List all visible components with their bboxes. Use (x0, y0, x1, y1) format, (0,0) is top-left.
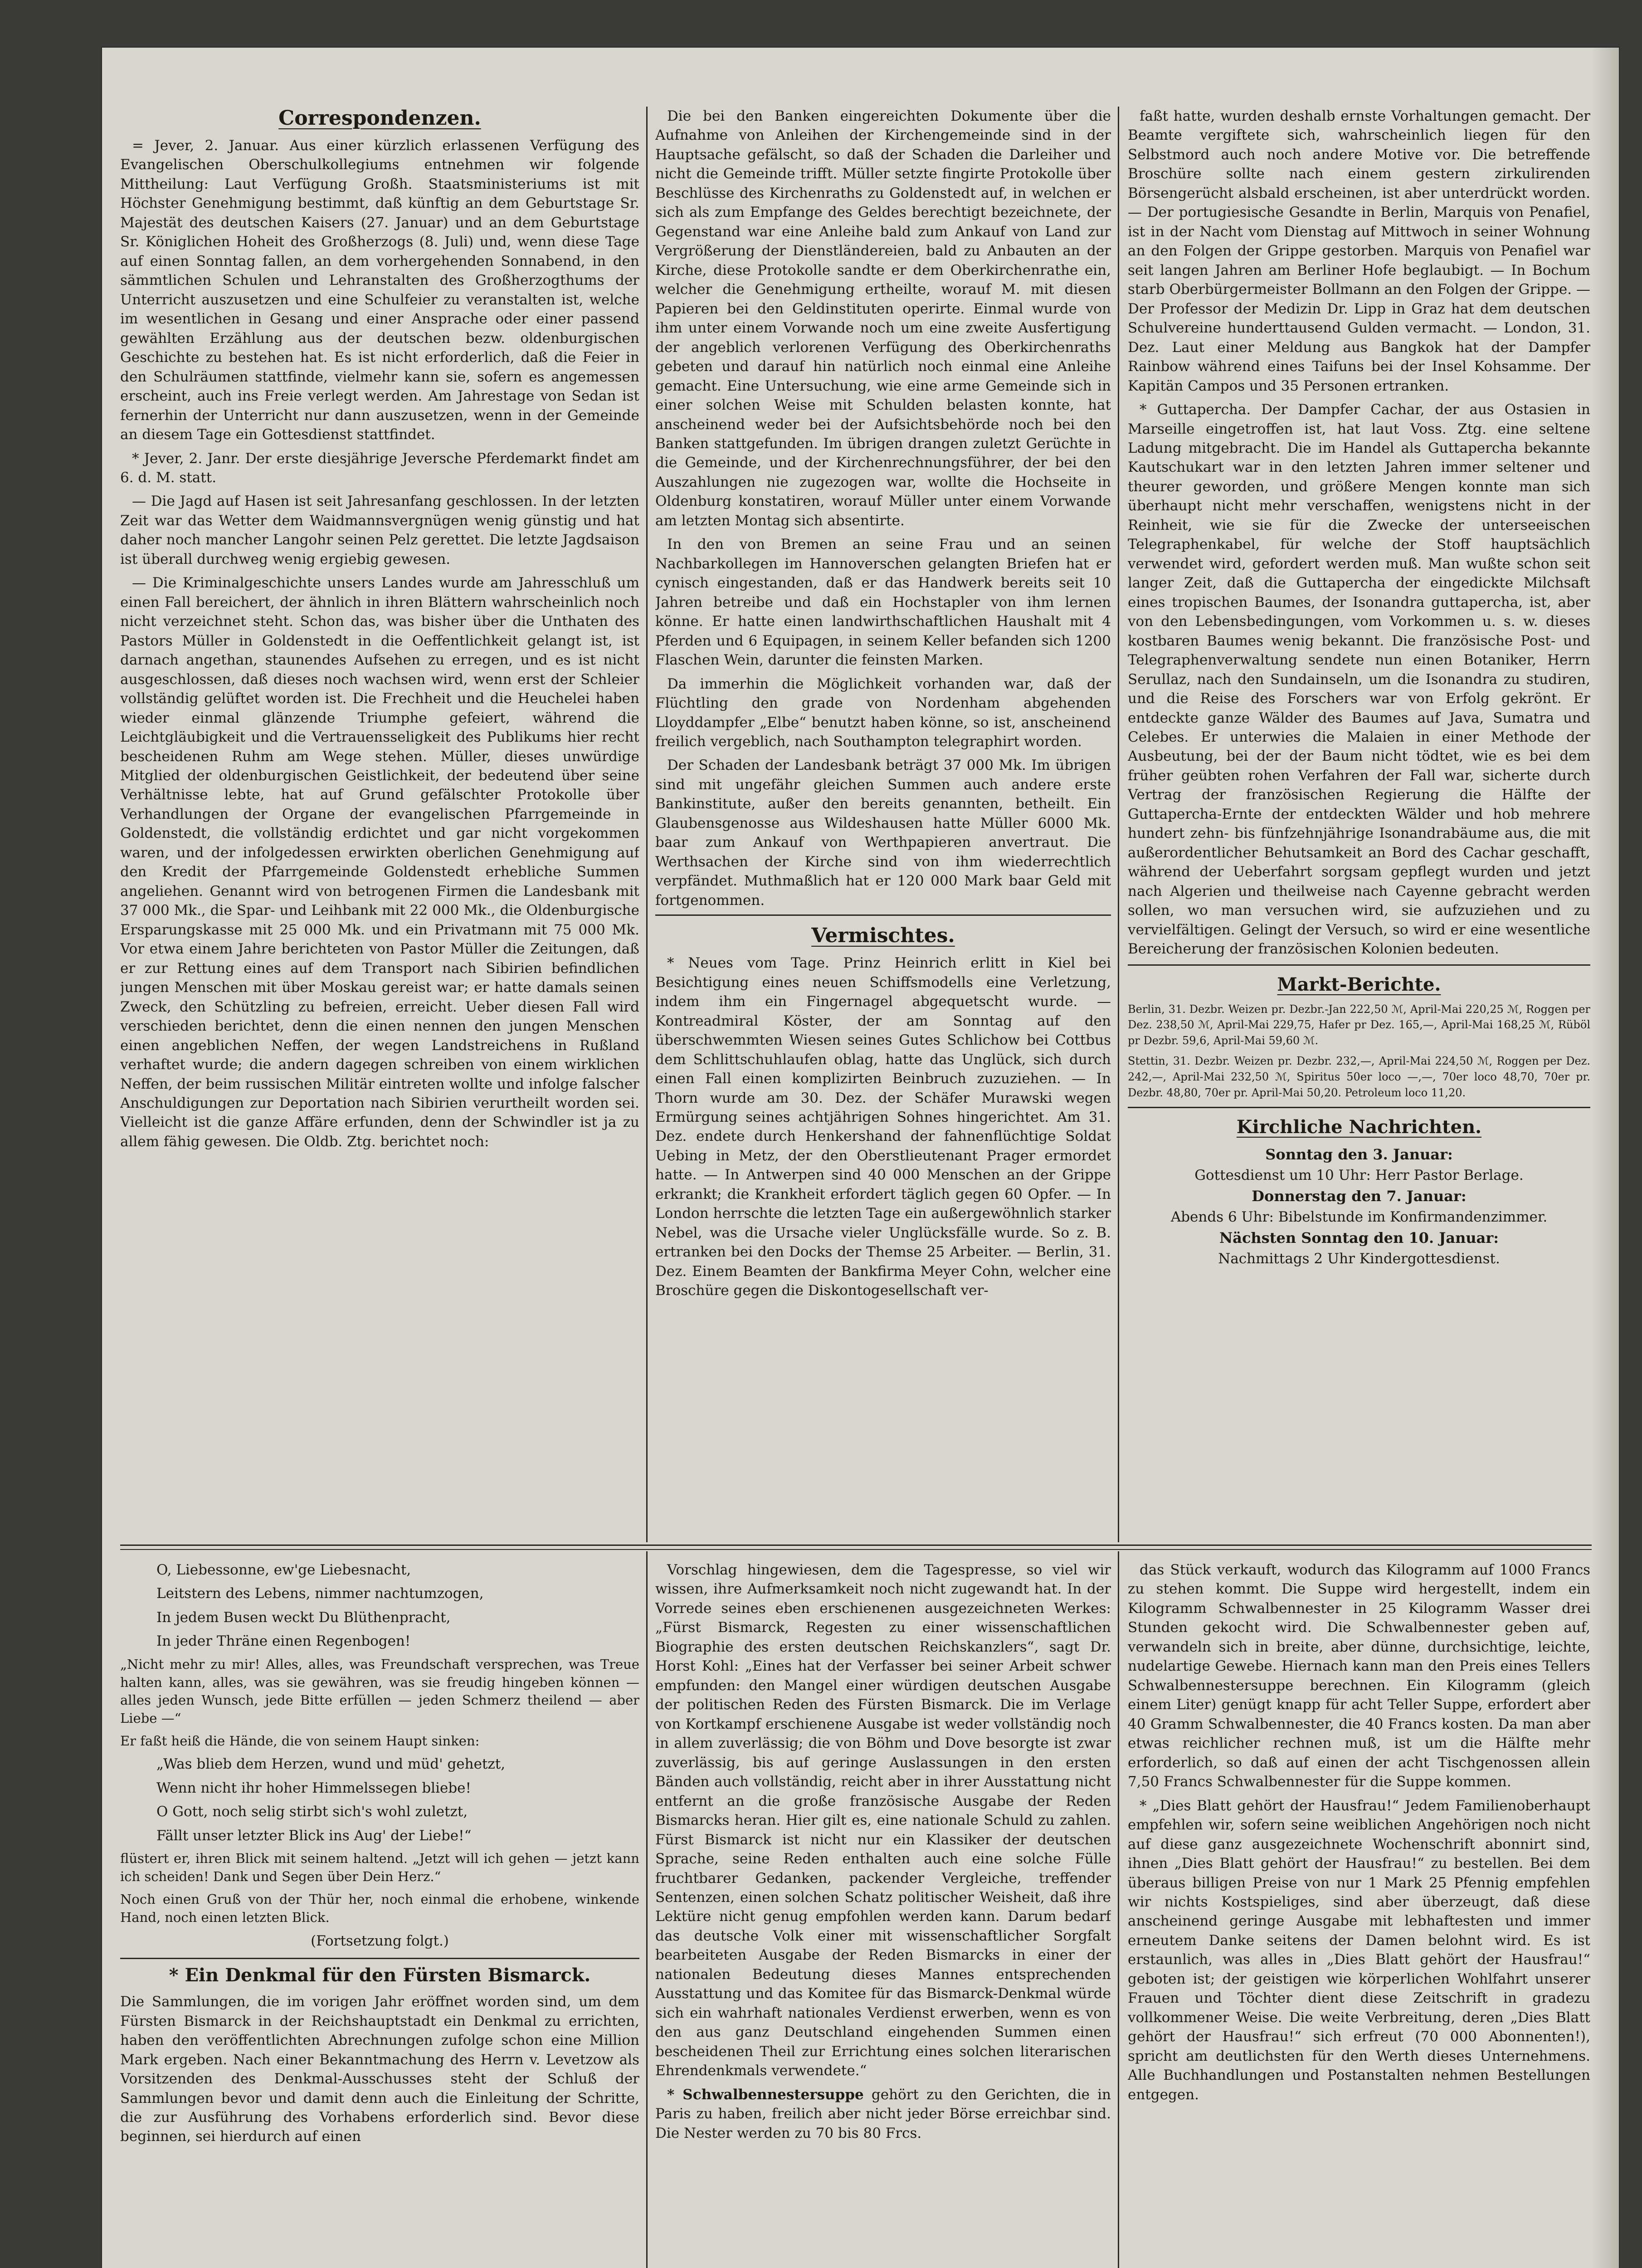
feuilleton-rule (120, 1549, 1592, 1550)
feuilleton-rule (120, 1545, 1592, 1546)
schwalben-continuation: das Stück verkauft, wodurch das Kilogramm auf 1000 Francs zu stehen kommt. Die Suppe wird hergestellt, indem ein Kilogramm Schwalbennester in 25 Kilogramm Wasser drei Stunden gekocht wird. Die Schwalbennester geben auf, verwandeln sich in breite, aber dünne, durchsichtige, leichte, nudelartige Gewebe. Hiernach kann man den Preis eines Tellers Schwalbennestersuppe berechnen. Ein Kilogramm (gleich einem Liter) genügt knapp für acht Teller Suppe, erfordert aber 40 Gramm Schwalbennester, die 40 Francs kosten. Da man aber etwas reichlicher rechnen muß, ist um die Hälfte mehr erforderlich, so daß auf einen der acht Tischgenossen allein 7,50 Francs Schwalbennester für die Suppe kommen. (1128, 1562, 1590, 1790)
prose-line: Noch einen Gruß von der Thür her, noch einmal die erhobene, winkende Hand, noch einen letzten Blick. (120, 1891, 639, 1925)
column-rule (1118, 1551, 1119, 2268)
poem-line: In jeder Thräne einen Regenbogen! (156, 1633, 411, 1650)
page-fold-shadow (1592, 48, 1619, 2268)
poem-line: O, Liebessonne, ew'ge Liebesnacht, (156, 1562, 411, 1578)
article-paragraph: Die bei den Banken eingereichten Dokumente über die Aufnahme von Anleihen der Kirchengemeinde sind in der Hauptsache gefälscht, so daß der Schaden die Darleiher und nicht die Gemeinde trifft. Müller setzte fingirte Protokolle über Beschlüsse des Kirchenraths zu Goldenstedt auf, in welchen er sich als zum Empfange des Geldes berechtigt bezeichnete, der Gegenstand war eine Anleihe bald zum Ankauf von Land zur Vergrößerung der Dienstländereien, bald zu Anbauten an der Kirche, diese Protokolle sandte er dem Oberkirchenrathe ein, welcher die Genehmigung ertheilte, worauf M. mit diesen Papieren bei den Geldinstituten operirte. Einmal wurde von ihm unter einem Vorwande noch um eine zweite Ausfertigung der angeblich verlorenen Verfügung des Oberkirchenraths gebeten und darauf hin natürlich noch einmal eine Anleihe gemacht. Eine Untersuchung, wie eine arme Gemeinde sich in einer solchen Weise mit Schulden belasten konnte, hat anscheinend weder bei der Aufsichtsbehörde noch bei den Banken stattgefunden. Im übrigen drangen zuletzt Gerüchte in die Gemeinde, und der Kirchenrechnungsführer, der bei den Auszahlungen nie zugezogen war, wollte die Hochseite in Oldenburg konstatiren, worauf Müller unter einem Vorwande am letzten Montag sich absentirte. (655, 108, 1111, 529)
section-rule (1128, 1107, 1590, 1108)
market-heading: Markt-Berichte. (1277, 973, 1441, 995)
misc-heading: Vermischtes. (811, 924, 955, 948)
correspondence-paragraph: * Jever, 2. Janr. Der erste diesjährige Jeversche Pferdemarkt findet am 6. d. M. statt. (120, 450, 639, 486)
poem-line: Wenn nicht ihr hoher Himmelssegen bliebe! (156, 1779, 471, 1796)
church-line: Nächsten Sonntag den 10. Januar: (1219, 1229, 1499, 1247)
schwalben-paragraph (655, 2085, 1111, 2143)
column-middle (655, 107, 1111, 1535)
market-line: Berlin, 31. Dezbr. Weizen pr. Dezbr.-Jan 222,50 ℳ, April-Mai 220,25 ℳ, Roggen per Dez. 238,50 ℳ, April-Mai 229,75, Hafer pr Dez. 165,—, April-Mai 168,25 ℳ, Rüböl pr Dezbr. 59,6, April-Mai 59,60 ℳ. (1128, 1002, 1590, 1047)
bismarck-heading: * Ein Denkmal für den Fürsten Bismarck. (169, 1965, 591, 1986)
column-correspondence (120, 107, 639, 1535)
church-line: Donnerstag den 7. Januar: (1252, 1188, 1467, 1205)
bismarck-continuation: Vorschlag hingewiesen, dem die Tagespresse, so viel wir wissen, ihre Aufmerksamkeit noch nicht zugewandt hat. In der Vorrede seines eben erschienenen ausgezeichneten Werkes: „Fürst Bismarck, Regesten zu einer wissenschaftlichen Biographie des ersten deutschen Reichskanzlers“, sagt Dr. Horst Kohl: „Eines hat der Verfasser bei seiner Arbeit schwer empfunden: den Mangel einer würdigen deutschen Ausgabe der politischen Reden des Fürsten Bismarck. Die im Verlage von Kortkampf erschienene Ausgabe ist weder vollständig noch in allem zuverlässig; die von Böhm und Dove besorgte ist zwar zuverlässig, bis auf geringe Auslassungen in den ersten Bänden auch vollständig, reicht aber in ihrer Ausstattung nicht entfernt an die große französische Ausgabe der Reden Bismarcks heran. Hier gilt es, eine nationale Schuld zu zahlen. Fürst Bismarck ist nicht nur ein Klassiker der deutschen Sprache, seine Reden enthalten auch eine solche Fülle fruchtbarer Gedanken, packender Vergleiche, treffender Sentenzen, einen solchen Schatz politischer Weisheit, daß ihre Lektüre nicht genug empfohlen werden kann. Darum bedarf das deutsche Volk einer mit wissenschaftlicher Sorgfalt bearbeiteten Ausgabe der Reden Bismarcks in einer der nationalen Bedeutung dieses Mannes entsprechenden Ausstattung und das Komitee für das Bismarck-Denkmal würde sich ein wahrhaft nationales Verdienst erwerben, wenn es von den aus ganz Deutschland eingehenden Summen einen bescheidenen Theil zur Errichtung eines solchen literarischen Ehrendenkmals verwendete.“ (655, 1562, 1111, 2079)
hausfrau-paragraph: * „Dies Blatt gehört der Hausfrau!“ Jedem Familienoberhaupt empfehlen wir, sofern seine weiblichen Angehörigen noch nicht auf diese ganz ausgezeichnete Wochenschrift abonnirt sind, ihnen „Dies Blatt gehört der Hausfrau!“ zu bestellen. Bei dem überaus billigen Preise von nur 1 Mark 25 Pfennig empfehlen wir nichts Kostspieliges, sind aber überzeugt, daß diese anscheinend geringe Ausgabe mit lebhaftesten und immer erneutem Danke seitens der Damen belohnt wird. Es ist erstaunlich, was alles in „Dies Blatt gehört der Hausfrau!“ geboten ist; der geistigen wie körperlichen Wohlfahrt unserer Frauen und Töchter dient diese Zeitschrift in gradezu vollkommener Weise. Die weite Verbreitung, deren „Dies Blatt gehört der Hausfrau!“ sich erfreut (70 000 Abonnenten!), spricht am deutlichsten für den Werth dieses Unternehmens. Alle Buchhandlungen und Postanstalten nehmen Bestellungen entgegen. (1128, 1797, 1590, 2103)
poem-line: O Gott, noch selig stirbt sich's wohl zuletzt, (156, 1804, 468, 1820)
poem-line: In jedem Busen weckt Du Blüthenpracht, (156, 1609, 451, 1626)
misc-paragraph: * Neues vom Tage. Prinz Heinrich erlitt in Kiel bei Besichtigung eines neuen Schiffsmodells eine Verletzung, indem ihm ein Fingernagel abgequetscht wurde. — Kontreadmiral Köster, der am Sonntag auf den überschwemmten Wiesen seines Gutes Schlichow bei Cottbus dem Schlittschuhlaufen oblag, hatte das Unglück, sich durch einen Fall einen komplizirten Beinbruch zuzuziehen. — In Thorn wurde am 30. Dez. der Schäfer Murawski wegen Ermürgung seines achtjährigen Sohnes hingerichtet. Am 31. Dez. endete durch Henkershand der fahnenflüchtige Soldat Uebing in Metz, der den Oberstlieutenant Prager ermordet hatte. — In Antwerpen sind 40 000 Menschen an der Grippe erkrankt; die Krankheit erfordert täglich gegen 60 Opfer. — In London herrschte die letzten Tage ein außergewöhnlich starker Nebel, was die Ursache vieler Unglücksfälle wurde. So z. B. ertranken bei den Docks der Themse 25 Arbeiter. — Berlin, 31. Dez. Einem Beamten der Bankfirma Meyer Cohn, welcher eine Broschüre gegen die Diskontogesellschaft ver- (655, 955, 1111, 1299)
column-rule (1118, 107, 1119, 1542)
newspaper-page (102, 48, 1619, 2268)
feuilleton-right (1128, 1560, 1590, 2268)
section-rule (120, 1958, 639, 1959)
bismarck-paragraph: Die Sammlungen, die im vorigen Jahr eröffnet worden sind, um dem Fürsten Bismarck in der Reichshauptstadt ein Denkmal zu errichten, haben den veröffentlichten Abrechnungen zufolge schon eine Million Mark ergeben. Nach einer Bekanntmachung des Herrn v. Levetzow als Vorsitzenden des Denkmal-Ausschusses steht der Schluß der Sammlungen bevor und damit denn auch die Einleitung der Schritte, die zur Ausführung des Vorhabens erforderlich sind. Bevor diese beginnen, sei hierdurch auf einen (120, 1994, 639, 2145)
church-line: Abends 6 Uhr: Bibelstunde im Konfirmandenzimmer. (1170, 1209, 1548, 1226)
poem-line: Leitstern des Lebens, nimmer nachtumzogen, (156, 1585, 484, 1602)
column-rule (646, 107, 648, 1542)
continuation-note: (Fortsetzung folgt.) (311, 1933, 449, 1950)
schwalben-heading: * Schwalbennestersuppe (667, 2086, 864, 2103)
column-right (1128, 107, 1590, 1535)
church-line: Nachmittags 2 Uhr Kindergottesdienst. (1218, 1251, 1500, 1267)
column-rule (646, 1551, 648, 2268)
guttapercha-paragraph: * Guttapercha. Der Dampfer Cachar, der aus Ostasien in Marseille eingetroffen ist, hat laut Voss. Ztg. eine seltene Ladung mitgebracht. Die im Handel als Guttapercha bekannte Kautschukart war in den letzten Jahren immer seltener und theurer geworden, und größere Mengen konnte man sich überhaupt nicht mehr verschaffen, wenigstens nicht in der Reinheit, wie sie für die Zwecke der unterseeischen Telegraphenkabel, für welche der Stoff hauptsächlich verwendet wird, gefordert werden muß. Man wußte schon seit langer Zeit, daß die Guttapercha der eingedickte Milchsaft eines tropischen Baumes, der Isonandra guttapercha, ist, aber von den Lebensbedingungen, vom Vorkommen u. s. w. dieses kostbaren Baumes wenig bekannt. Die französische Post- und Telegraphenverwaltung sendete nun einen Botaniker, Herrn Serullaz, nach den Sundainseln, um die Isonandra zu studiren, und die Reise des Forschers war von Erfolg gekrönt. Er entdeckte ganze Wälder des Baumes auf Java, Sumatra und Celebes. Er unterwies die Malaien in einer Methode der Ausbeutung, bei der der Baum nicht tödtet, wie es bei dem früher geübten rohen Verfahren der Fall war, sicherte durch Vertrag der französischen Regierung die Hälfte der Guttapercha-Ernte der entdeckten Wälder und hob mehrere hundert zehn- bis fünfzehnjährige Isonandrabäume aus, die mit außerordentlicher Behutsamkeit an Bord des Cachar geschafft, während der Ueberfahrt sorgsam gepflegt wurden und jetzt nach Algerien und theilweise nach Cayenne gebracht werden sollen, wo man versuchen wird, sie aufzuziehen und zu vervielfältigen. Gelingt der Versuch, so wird er eine wesentliche Bereicherung der französischen Kolonien bedeuten. (1128, 401, 1590, 958)
feuilleton-left (120, 1560, 639, 2268)
prose-line: Er faßt heiß die Hände, die von seinem Haupt sinken: (120, 1733, 480, 1749)
section-rule (1128, 964, 1590, 966)
prose-line: „Nicht mehr zu mir! Alles, alles, was Freundschaft versprechen, was Treue halten kann, alles, was sie gewähren, was sie freudig hingeben können — alles jeden Wunsch, jede Bitte erfüllen — jeden Schmerz theilend — aber Liebe —“ (120, 1656, 639, 1726)
article-paragraph: In den von Bremen an seine Frau und an seinen Nachbarkollegen im Hannoverschen gelangten Briefen hat er cynisch eingestanden, daß er das Handwerk bereits seit 10 Jahren betreibe und daß ein Hochstapler von ihm lernen könne. Er hatte einen landwirthschaftlichen Haushalt mit 4 Pferden und 6 Equipagen, in seinem Keller befanden sich 1200 Flaschen Wein, darunter die feinsten Marken. (655, 536, 1111, 669)
correspondence-paragraph: — Die Kriminalgeschichte unsers Landes wurde am Jahresschluß um einen Fall bereichert, der ähnlich in ihren Blättern wahrscheinlich noch nicht verzeichnet steht. Schon das, was bisher über die Unthaten des Pastors Müller in Goldenstedt in die Oeffentlichkeit gelangt ist, ist darnach angethan, staunendes Aufsehen zu erregen, und es ist nicht ausgeschlossen, daß dieses noch wachsen wird, wenn erst der Schleier vollständig gelüftet worden ist. Die Frechheit und die Heuchelei haben wieder einmal glänzende Triumphe gefeiert, während die Leichtgläubigkeit und die Vertrauensseligkeit des Publikums hier recht bescheidenen Ruhm am Wege stehen. Müller, dieses unwürdige Mitglied der oldenburgischen Geistlichkeit, der bedeutend über seine Verhältnisse lebte, hat auf Grund gefälschter Protokolle über Verhandlungen der Organe der evangelischen Pfarrgemeinde in Goldenstedt, die vollständig erdichtet und gar nicht vorgekommen waren, und der infolgedessen erwirkten oberlichen Genehmigung auf den Kredit der Pfarrgemeinde Goldenstedt erhebliche Summen angeliehen. Genannt wird von betrogenen Firmen die Landesbank mit 37 000 Mk., die Spar- und Leihbank mit 22 000 Mk., die Oldenburgische Ersparungskasse mit 25 000 Mk. und ein Privatmann mit 75 000 Mk. Vor etwa einem Jahre berichteten von Pastor Müller die Zeitungen, daß er zur Rettung eines auf dem Transport nach Sibirien befindlichen jungen Menschen mit über Moskau gereist war; er hatte damals seinen Zweck, den Schützling zu befreien, erreicht. Ueber diesen Fall wird verschieden berichtet, denn die einen nennen den jungen Menschen einen angeblichen Neffen, der wegen Landstreichens in Rußland verhaftet wurde; die andern dagegen schreiben von einem wirklichen Neffen, der beim russischen Militär eintreten wollte und infolge falscher Anschuldigungen zur Deportation nach Sibirien verurtheilt worden sei. Vielleicht ist die ganze Affäre erfunden, denn der Schwindler ist ja zu allem fähig gewesen. Die Oldb. Ztg. berichtet noch: (120, 575, 639, 1150)
church-line: Sonntag den 3. Januar: (1265, 1146, 1453, 1163)
poem-line: Fällt unser letzter Blick ins Aug' der Liebe!“ (156, 1827, 472, 1844)
poem-line: „Was blieb dem Herzen, wund und müd' gehetzt, (156, 1756, 506, 1773)
church-line: Gottesdienst um 10 Uhr: Herr Pastor Berlage. (1194, 1167, 1524, 1184)
article-paragraph: Der Schaden der Landesbank beträgt 37 000 Mk. Im übrigen sind mit ungefähr gleichen Summen auch andere erste Bankinstitute, außer den bereits genannten, betheilt. Ein Glaubensgenosse aus Wildeshausen hatte Müller 6000 Mk. baar zum Ankauf von Werthpapieren anvertraut. Die Werthsachen der Kirche sind von ihm wiederrechtlich verpfändet. Muthmaßlich hat er 120 000 Mark baar Geld mit fortgenommen. (655, 757, 1111, 909)
schwalben-text: gehört zu den Gerichten, die in Paris zu haben, freilich aber nicht jeder Börse erreichbar sind. Die Nester werden zu 70 bis 80 Frcs. (655, 2086, 1111, 2141)
correspondence-paragraph: — Die Jagd auf Hasen ist seit Jahresanfang geschlossen. In der letzten Zeit war das Wetter dem Waidmannsvergnügen wenig günstig und hat daher noch mancher Langohr seinen Pelz gerettet. Die letzte Jagdsaison ist überall durchweg wenig ergiebig gewesen. (120, 493, 639, 567)
correspondence-heading: Correspondenzen. (278, 107, 481, 130)
article-paragraph: faßt hatte, wurden deshalb ernste Vorhaltungen gemacht. Der Beamte vergiftete sich, wahrscheinlich liegen für den Selbstmord auch noch andere Motive vor. Die betreffende Broschüre sollte nach einem gestern zirkulirenden Börsengerücht alsbald erscheinen, ist aber unterdrückt worden. — Der portugiesische Gesandte in Berlin, Marquis von Penafiel, ist in der Nacht vom Dienstag auf Mittwoch in seiner Wohnung an den Folgen der Grippe gestorben. Marquis von Penafiel war seit langen Jahren am Berliner Hofe beglaubigt. — In Bochum starb Oberbürgermeister Bollmann an den Folgen der Grippe. — Der Professor der Medizin Dr. Lipp in Graz hat dem deutschen Schulvereine hunderttausend Gulden vermacht. — London, 31. Dez. Laut einer Meldung aus Bangkok hat der Dampfer Rainbow während eines Taifuns bei der Insel Kohsamme. Der Kapitän Campos und 35 Personen ertranken. (1128, 108, 1590, 394)
feuilleton-middle (655, 1560, 1111, 2268)
section-rule (655, 914, 1111, 916)
correspondence-paragraph: = Jever, 2. Januar. Aus einer kürzlich erlassenen Verfügung des Evangelischen Oberschulkollegiums entnehmen wir folgende Mittheilung: Laut Verfügung Großh. Staatsministeriums ist mit Höchster Genehmigung bestimmt, daß künftig an dem Geburtstage Sr. Majestät des deutschen Kaisers (27. Januar) und an dem Geburtstage Sr. Königlichen Hoheit des Großherzogs (8. Juli) und, wenn diese Tage auf einen Sonntag fallen, an dem vorhergehenden Sonnabend, in den sämmtlichen Schulen und Lehranstalten des Großherzogthums der Unterricht auszusetzen und eine Schulfeier zu veranstalten ist, welche im wesentlichen in Gesang und einer Ansprache oder einer passend gewählten Erzählung aus der deutschen bezw. oldenburgischen Geschichte zu bestehen hat. Es ist nicht erforderlich, daß die Feier in den Schulräumen stattfinde, vielmehr kann sie, sofern es angemessen erscheint, auch ins Freie verlegt werden. Am Jahrestage von Sedan ist fernerhin der Unterricht nur dann auszusetzen, wenn in der Gemeinde an diesem Tage ein Gottesdienst stattfindet. (120, 137, 639, 443)
article-paragraph: Da immerhin die Möglichkeit vorhanden war, daß der Flüchtling den grade von Nordenham abgehenden Lloyddampfer „Elbe“ benutzt haben könne, so ist, anscheinend freilich vergeblich, nach Southampton telegraphirt worden. (655, 675, 1111, 750)
market-line: Stettin, 31. Dezbr. Weizen pr. Dezbr. 232,—, April-Mai 224,50 ℳ, Roggen per Dez. 242,—, April-Mai 232,50 ℳ, Spiritus 50er loco —,—, 70er loco 48,70, 70er pr. Dezbr. 48,80, 70er pr. April-Mai 50,20. Petroleum loco 11,20. (1128, 1055, 1590, 1099)
prose-line: flüstert er, ihren Blick mit seinem haltend. „Jetzt will ich gehen — jetzt kann ich scheiden! Dank und Segen über Dein Herz.“ (120, 1851, 639, 1885)
church-heading: Kirchliche Nachrichten. (1236, 1116, 1482, 1138)
